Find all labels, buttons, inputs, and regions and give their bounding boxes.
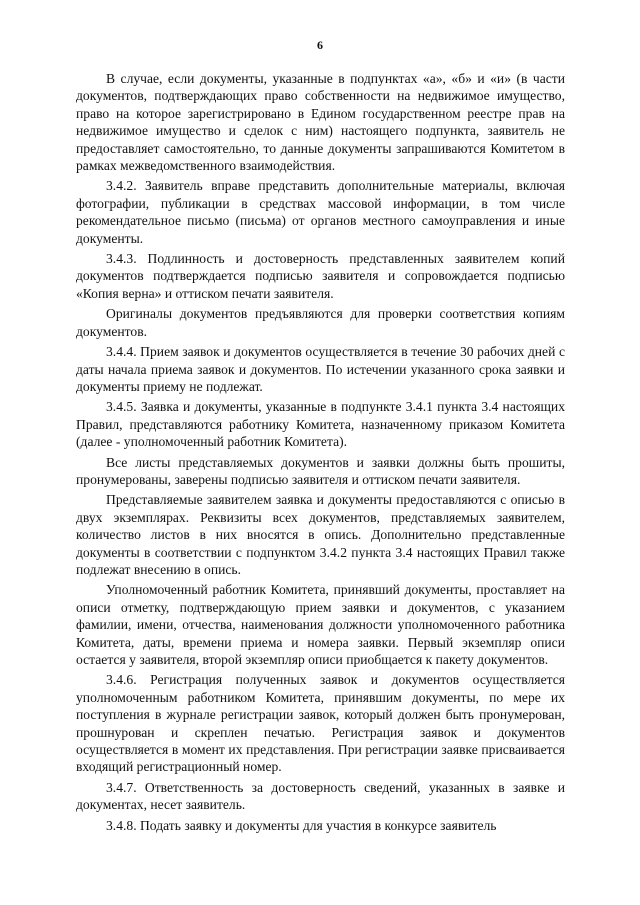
paragraph-sheets-stitched: Все листы представляемых документов и заявки должны быть прошиты, пронумерованы, заверены подписью заявителя и оттиском печати заявителя. [76,454,565,487]
document-body [76,70,565,834]
paragraph-originals: Оригиналы документов предъявляются для проверки соответствия копиям документов. [76,306,565,339]
paragraph-3-4-4: 3.4.4. Прием заявок и документов осуществляется в течение 30 рабочих дней с даты начала приема заявок и документов. По истечении указанного срока заявки и документы приему не подлежат. [76,344,565,394]
paragraph-3-4-7: 3.4.7. Ответственность за достоверность сведений, указанных в заявке и документах, несет заявитель. [76,779,565,813]
paragraph-3-4-3: 3.4.3. Подлинность и достоверность представленных заявителем копий документов подтверждается подписью заявителя и сопровождается подписью «Копия верна» и оттиском печати заявителя. [76,251,565,301]
paragraph-inventory: Представляемые заявителем заявка и документы предоставляются с описью в двух экземплярах. Реквизиты всех документов, представляемых заявителем, количество листов в них вносятся в опись. Дополнительно представленные документы в соответствии с подпунктом 3.4.2 пункта 3.4 настоящих Правил также подлежат внесению в опись. [76,492,565,577]
paragraph-inventory-mark: Уполномоченный работник Комитета, принявший документы, проставляет на описи отметку, подтверждающую прием заявки и документов, с указанием фамилии, имени, отчества, наименования должности уполномоченного работника Комитета, даты, времени приема и номера заявки. Первый экземпляр описи остается у заявителя, второй экземпляр описи приобщается к пакету документов. [76,582,565,667]
paragraph-3-4-2: 3.4.2. Заявитель вправе представить дополнительные материалы, включая фотографии, публикации в средствах массовой информации, в том числе рекомендательное письмо (письма) от органов местного самоуправления и иные документы. [76,178,565,246]
paragraph-interagency-request: В случае, если документы, указанные в подпунктах «а», «б» и «и» (в части документов, подтверждающих право собственности на недвижимое имущество, право на которое зарегистрировано в Едином государственном реестре прав на недвижимое имущество и сделок с ним) настоящего подпункта, заявитель не предоставляет самостоятельно, то данные документы запрашиваются Комитетом в рамках межведомственного взаимодействия. [76,71,565,174]
paragraph-3-4-5: 3.4.5. Заявка и документы, указанные в подпункте 3.4.1 пункта 3.4 настоящих Правил, представляются работнику Комитета, назначенному приказом Комитета (далее - уполномоченный работник Комитета). [76,399,565,450]
paragraph-3-4-8: 3.4.8. Подать заявку и документы для участия в конкурсе заявитель [106,817,497,833]
page-number: 6 [317,38,323,52]
paragraph-3-4-6: 3.4.6. Регистрация полученных заявок и документов осуществляется уполномоченным работником Комитета, принявшим документы, по мере их поступления в журнале регистрации заявок, который должен быть пронумерован, прошнурован и скреплен печатью. Регистрация заявок и документов осуществляется в момент их представления. При регистрации заявке присваивается входящий регистрационный номер. [76,672,565,775]
